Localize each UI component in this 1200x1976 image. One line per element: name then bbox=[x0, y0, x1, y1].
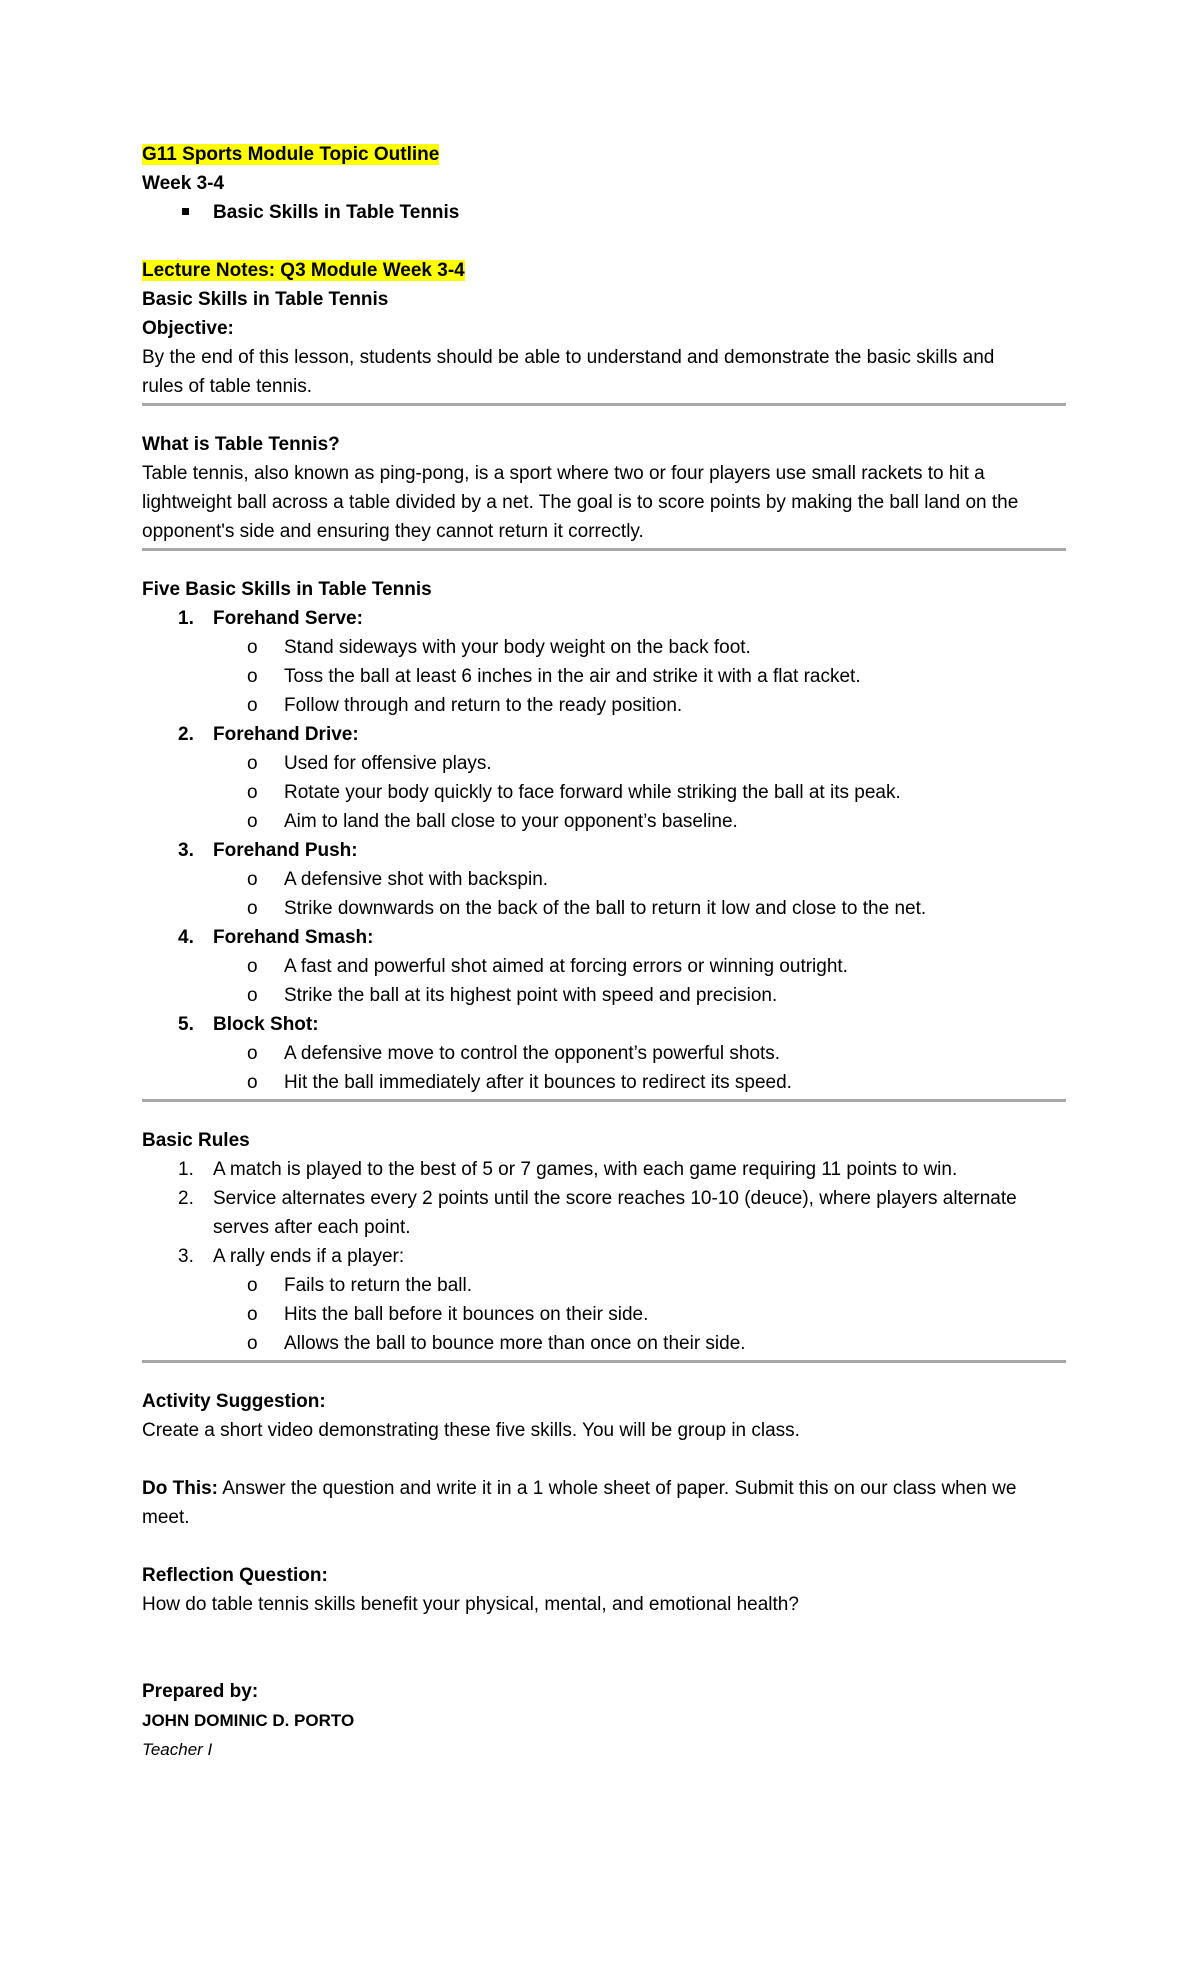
do-this-row bbox=[142, 1474, 1066, 1503]
skill-point-text: Follow through and return to the ready position. bbox=[284, 695, 683, 716]
rule-text: Service alternates every 2 points until the score reaches 10-10 (deuce), where players alternate bbox=[213, 1188, 1017, 1209]
rally-point bbox=[142, 1271, 1066, 1300]
skill-name: Forehand Smash: bbox=[213, 927, 374, 948]
rule-item bbox=[142, 1184, 1066, 1242]
circle-bullet-icon: o bbox=[247, 753, 258, 774]
skill-name: Forehand Push: bbox=[213, 840, 358, 861]
section-divider bbox=[142, 1360, 1066, 1363]
skill-point-text: Strike downwards on the back of the ball to return it low and close to the net. bbox=[284, 898, 927, 919]
reflection-label: Reflection Question: bbox=[142, 1565, 328, 1586]
skill-point-text: A defensive move to control the opponent’s powerful shots. bbox=[284, 1043, 781, 1064]
skill-number: 5. bbox=[178, 1014, 194, 1035]
skill-item bbox=[142, 720, 1066, 749]
rule-text-continued: serves after each point. bbox=[213, 1217, 411, 1238]
skill-point bbox=[142, 1068, 1066, 1097]
skill-point-text: Aim to land the ball close to your opponent’s baseline. bbox=[284, 811, 738, 832]
circle-bullet-icon: o bbox=[247, 1043, 258, 1064]
skill-point bbox=[142, 807, 1066, 836]
circle-bullet-icon: o bbox=[247, 898, 258, 919]
what-is-text-line-1: Table tennis, also known as ping-pong, is a sport where two or four players use small rackets to hit a bbox=[142, 463, 985, 484]
rule-item bbox=[142, 1155, 1066, 1184]
rules-heading: Basic Rules bbox=[142, 1130, 250, 1151]
skills-heading: Five Basic Skills in Table Tennis bbox=[142, 579, 432, 600]
objective-text-line-2: rules of table tennis. bbox=[142, 376, 313, 397]
circle-bullet-icon: o bbox=[247, 1072, 258, 1093]
skill-point bbox=[142, 633, 1066, 662]
section-divider bbox=[142, 548, 1066, 551]
skill-point-text: Used for offensive plays. bbox=[284, 753, 492, 774]
objective-text-line-1: By the end of this lesson, students should be able to understand and demonstrate the basic skills and bbox=[142, 347, 995, 368]
section-divider bbox=[142, 1099, 1066, 1102]
skill-item bbox=[142, 923, 1066, 952]
skill-number: 3. bbox=[178, 840, 194, 861]
circle-bullet-icon: o bbox=[247, 1275, 258, 1296]
rule-text: A match is played to the best of 5 or 7 games, with each game requiring 11 points to win. bbox=[213, 1159, 958, 1180]
skill-point bbox=[142, 1039, 1066, 1068]
skill-point-text: Rotate your body quickly to face forward while striking the ball at its peak. bbox=[284, 782, 901, 803]
rule-number: 1. bbox=[178, 1159, 194, 1180]
circle-bullet-icon: o bbox=[247, 956, 258, 977]
circle-bullet-icon: o bbox=[247, 985, 258, 1006]
circle-bullet-icon: o bbox=[247, 1304, 258, 1325]
document-page bbox=[142, 140, 1066, 1764]
skill-point-text: A fast and powerful shot aimed at forcing errors or winning outright. bbox=[284, 956, 848, 977]
skill-point bbox=[142, 691, 1066, 720]
rally-point bbox=[142, 1300, 1066, 1329]
activity-label: Activity Suggestion: bbox=[142, 1391, 326, 1412]
skill-point-text: Stand sideways with your body weight on the back foot. bbox=[284, 637, 751, 658]
skill-item bbox=[142, 604, 1066, 633]
lecture-title-row bbox=[142, 256, 1066, 285]
skill-name: Block Shot: bbox=[213, 1014, 319, 1035]
skill-number: 2. bbox=[178, 724, 194, 745]
skill-point bbox=[142, 662, 1066, 691]
rule-number: 3. bbox=[178, 1246, 194, 1267]
outline-title: G11 Sports Module Topic Outline bbox=[142, 144, 440, 165]
circle-bullet-icon: o bbox=[247, 869, 258, 890]
objective-label: Objective: bbox=[142, 318, 234, 339]
lecture-subtitle: Basic Skills in Table Tennis bbox=[142, 289, 389, 310]
skill-point bbox=[142, 981, 1066, 1010]
skill-point-text: A defensive shot with backspin. bbox=[284, 869, 549, 890]
rally-point bbox=[142, 1329, 1066, 1358]
outline-title-row bbox=[142, 140, 1066, 169]
skill-point bbox=[142, 952, 1066, 981]
outline-topic-item bbox=[142, 198, 1066, 227]
skill-item bbox=[142, 836, 1066, 865]
skill-number: 1. bbox=[178, 608, 194, 629]
skill-number: 4. bbox=[178, 927, 194, 948]
do-this-text: Answer the question and write it in a 1 whole sheet of paper. Submit this on our class when we bbox=[218, 1478, 1017, 1499]
preparer-role: Teacher I bbox=[142, 1740, 213, 1759]
skill-point bbox=[142, 749, 1066, 778]
do-this-label: Do This: bbox=[142, 1478, 218, 1499]
skill-point-text: Strike the ball at its highest point with speed and precision. bbox=[284, 985, 778, 1006]
preparer-name: JOHN DOMINIC D. PORTO bbox=[142, 1711, 355, 1730]
skill-point bbox=[142, 778, 1066, 807]
circle-bullet-icon: o bbox=[247, 637, 258, 658]
rally-point-text: Allows the ball to bounce more than once on their side. bbox=[284, 1333, 746, 1354]
circle-bullet-icon: o bbox=[247, 811, 258, 832]
section-divider bbox=[142, 403, 1066, 406]
skill-point bbox=[142, 865, 1066, 894]
what-is-text-line-3: opponent's side and ensuring they cannot return it correctly. bbox=[142, 521, 644, 542]
lecture-title: Lecture Notes: Q3 Module Week 3-4 bbox=[142, 260, 465, 281]
circle-bullet-icon: o bbox=[247, 666, 258, 687]
do-this-text-continued: meet. bbox=[142, 1507, 190, 1528]
what-is-text-line-2: lightweight ball across a table divided by a net. The goal is to score points by making the ball land on the bbox=[142, 492, 1019, 513]
circle-bullet-icon: o bbox=[247, 782, 258, 803]
circle-bullet-icon: o bbox=[247, 695, 258, 716]
skill-point-text: Hit the ball immediately after it bounces to redirect its speed. bbox=[284, 1072, 792, 1093]
week-label: Week 3-4 bbox=[142, 173, 225, 194]
reflection-text: How do table tennis skills benefit your physical, mental, and emotional health? bbox=[142, 1594, 799, 1615]
circle-bullet-icon: o bbox=[247, 1333, 258, 1354]
skill-name: Forehand Drive: bbox=[213, 724, 359, 745]
activity-text: Create a short video demonstrating these five skills. You will be group in class. bbox=[142, 1420, 800, 1441]
rally-point-text: Fails to return the ball. bbox=[284, 1275, 472, 1296]
skill-point-text: Toss the ball at least 6 inches in the air and strike it with a flat racket. bbox=[284, 666, 861, 687]
skills-list bbox=[142, 604, 1066, 1097]
rule-item bbox=[142, 1242, 1066, 1271]
rule-text: A rally ends if a player: bbox=[213, 1246, 405, 1267]
skill-item bbox=[142, 1010, 1066, 1039]
rule-number: 2. bbox=[178, 1188, 194, 1209]
square-bullet-icon bbox=[182, 208, 189, 215]
skill-point bbox=[142, 894, 1066, 923]
rally-point-text: Hits the ball before it bounces on their side. bbox=[284, 1304, 649, 1325]
what-is-heading: What is Table Tennis? bbox=[142, 434, 340, 455]
prepared-by-label: Prepared by: bbox=[142, 1681, 259, 1702]
outline-topic-text: Basic Skills in Table Tennis bbox=[213, 202, 460, 223]
skill-name: Forehand Serve: bbox=[213, 608, 363, 629]
